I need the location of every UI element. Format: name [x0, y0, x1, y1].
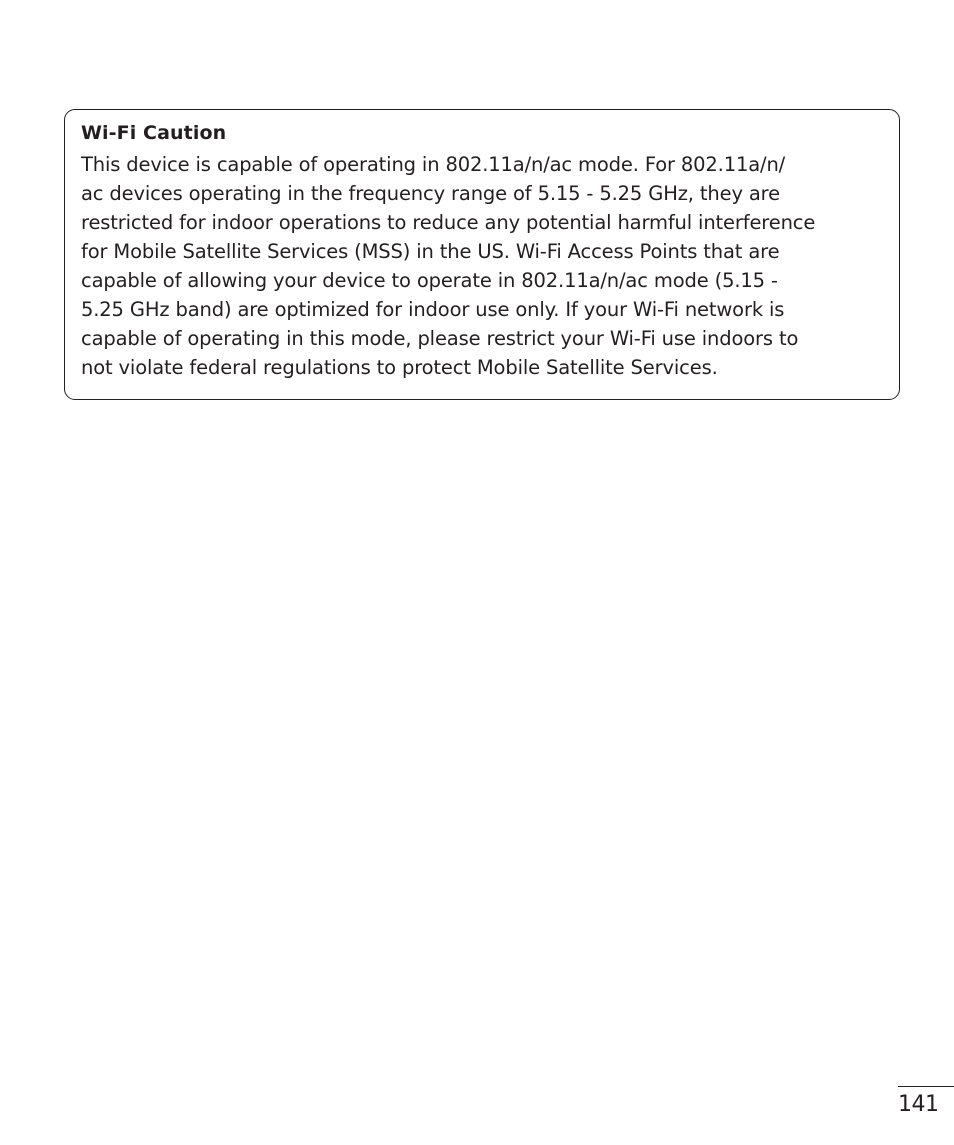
caution-line: restricted for indoor operations to reduce any potential harmful interference [81, 211, 816, 234]
caution-line: 5.25 GHz band) are optimized for indoor use only. If your Wi-Fi network is [81, 298, 785, 321]
caution-line: not violate federal regulations to protect Mobile Satellite Services. [81, 356, 718, 379]
caution-line: ac devices operating in the frequency range of 5.15 - 5.25 GHz, they are [81, 182, 780, 205]
caution-title: Wi-Fi Caution [81, 122, 227, 144]
caution-line: capable of operating in this mode, please restrict your Wi-Fi use indoors to [81, 327, 799, 350]
page-number: 141 [898, 1092, 939, 1117]
caution-line: This device is capable of operating in 802.11a/n/ac mode. For 802.11a/n/ [81, 153, 786, 176]
page-footer [898, 1086, 954, 1117]
wifi-caution-box [64, 109, 900, 400]
caution-body [81, 150, 885, 382]
caution-line: for Mobile Satellite Services (MSS) in the US. Wi-Fi Access Points that are [81, 240, 780, 263]
caution-line: capable of allowing your device to operate in 802.11a/n/ac mode (5.15 - [81, 269, 778, 292]
